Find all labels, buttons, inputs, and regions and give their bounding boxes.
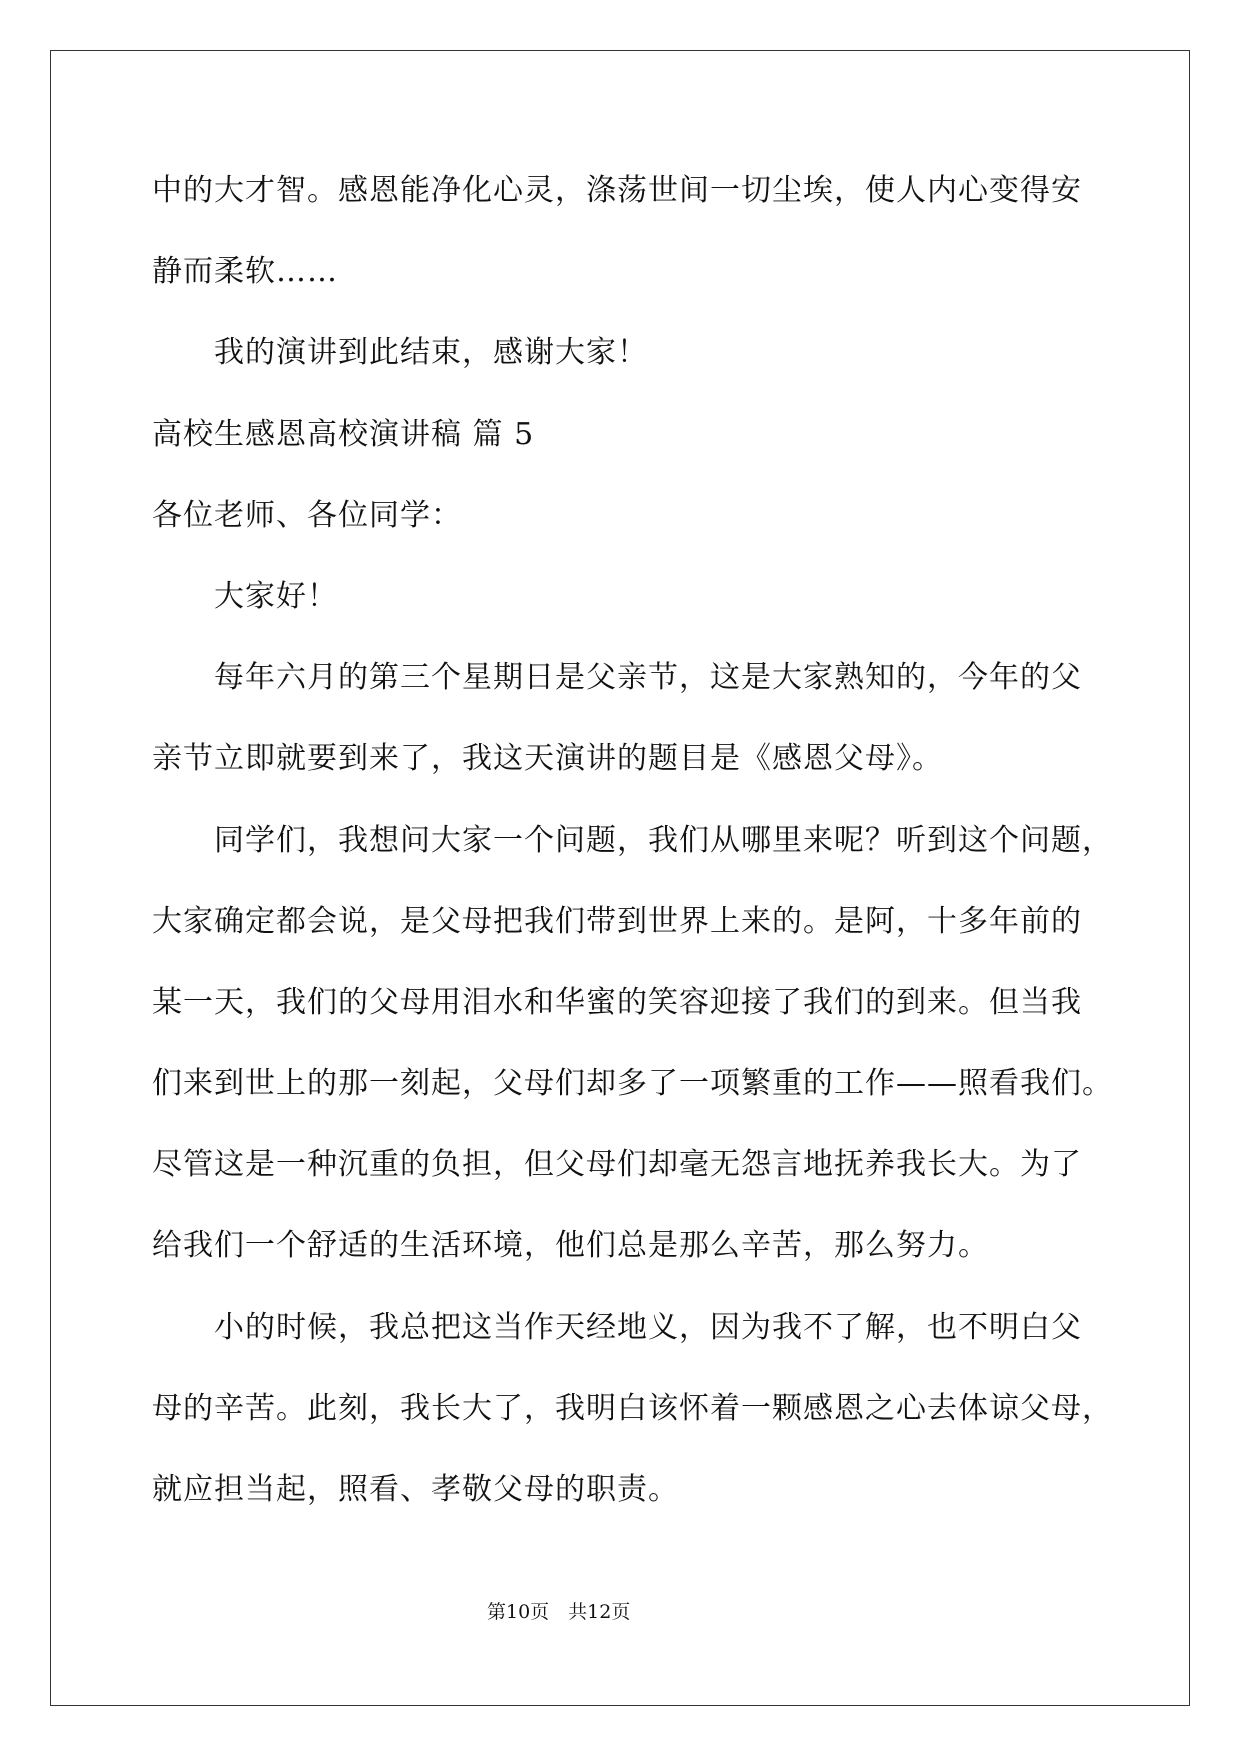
text-line: 大家好！ bbox=[214, 578, 338, 614]
greeting bbox=[152, 556, 1162, 637]
text-line: 某一天，我们的父母用泪水和华蜜的笑容迎接了我们的到来。但当我 bbox=[152, 984, 1082, 1020]
paragraph-continuation bbox=[152, 150, 1162, 312]
text-line: 我的演讲到此结束，感谢大家！ bbox=[214, 335, 648, 371]
text-line: 中的大才智。感恩能净化心灵，涤荡世间一切尘埃，使人内心变得安 bbox=[152, 173, 1082, 208]
text-line: 亲节立即就要到来了，我这天演讲的题目是《感恩父母》。 bbox=[152, 741, 943, 777]
page-frame bbox=[50, 50, 1190, 1706]
text-line: 静而柔软…… bbox=[152, 254, 338, 290]
text-line: 给我们一个舒适的生活环境，他们总是那么辛苦，那么努力。 bbox=[152, 1228, 989, 1264]
text-line: 每年六月的第三个星期日是父亲节，这是大家熟知的，今年的父 bbox=[214, 660, 1082, 696]
paragraph-closing bbox=[152, 312, 1162, 393]
section-heading bbox=[152, 394, 1162, 475]
paragraph bbox=[152, 800, 1162, 1287]
paragraph bbox=[152, 1287, 1162, 1531]
heading-line: 高校生感恩高校演讲稿 篇 5 bbox=[152, 416, 535, 452]
text-line: 母的辛苦。此刻，我长大了，我明白该怀着一颗感恩之心去体谅父母， bbox=[152, 1390, 1113, 1426]
paragraph bbox=[152, 637, 1162, 799]
text-line: 大家确定都会说，是父母把我们带到世界上来的。是阿，十多年前的 bbox=[152, 903, 1082, 939]
text-line: 就应担当起，照看、孝敬父母的职责。 bbox=[152, 1472, 679, 1507]
text-line: 尽管这是一种沉重的负担，但父母们却毫无怨言地抚养我长大。为了 bbox=[152, 1147, 1082, 1183]
document-body bbox=[152, 150, 1162, 1530]
salutation bbox=[152, 475, 1162, 556]
text-line: 各位老师、各位同学： bbox=[152, 497, 462, 533]
text-line: 们来到世上的那一刻起，父母们却多了一项繁重的工作——照看我们。 bbox=[152, 1066, 1113, 1102]
text-line: 同学们，我想问大家一个问题，我们从哪里来呢？听到这个问题， bbox=[214, 822, 1113, 858]
page-number-footer: 第10页 共12页 bbox=[487, 1601, 631, 1623]
text-line: 小的时候，我总把这当作天经地义，因为我不了解，也不明白父 bbox=[214, 1309, 1082, 1345]
